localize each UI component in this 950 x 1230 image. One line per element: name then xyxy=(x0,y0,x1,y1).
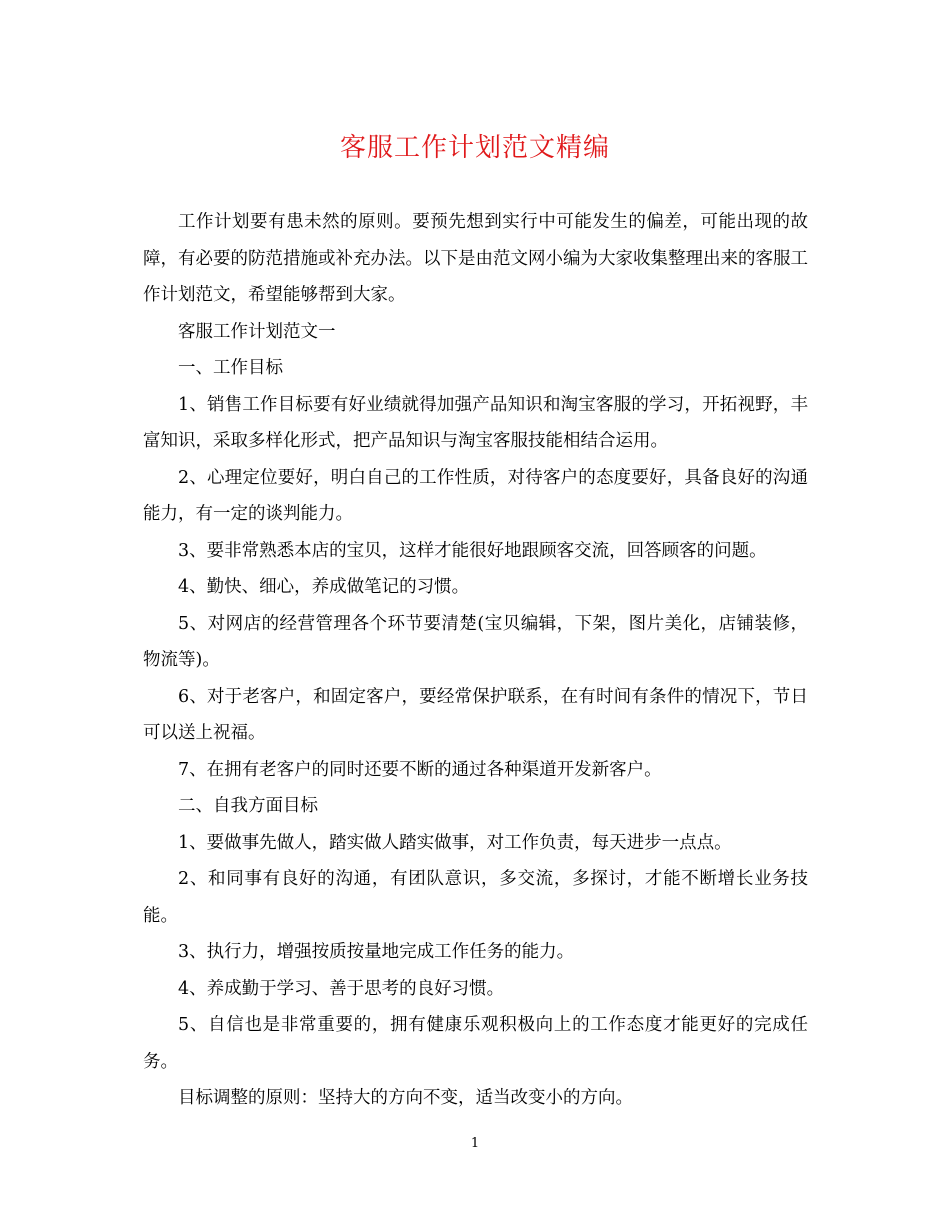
document-title: 客服工作计划范文精编 xyxy=(339,133,610,163)
page-number: 1 xyxy=(470,1136,480,1151)
self-goal-item-5: 5、自信也是非常重要的，拥有健康乐观积极向上的工作态度才能更好的完成任务。 xyxy=(143,1015,808,1072)
self-goal-item-2: 2、和同事有良好的沟通，有团队意识，多交流，多探讨，才能不断增长业务技能。 xyxy=(143,869,808,926)
intro-paragraph: 工作计划要有患未然的原则。要预先想到实行中可能发生的偏差，可能出现的故障，有必要的防范措施或补充办法。以下是由范文网小编为大家收集整理出来的客服工作计划范文，希望能够帮到大家。 xyxy=(143,212,808,305)
section-heading-self-goals: 二、自我方面目标 xyxy=(178,796,318,816)
section-heading-work-goals: 一、工作目标 xyxy=(178,358,283,378)
work-goal-item-4: 4、勤快、细心，养成做笔记的习惯。 xyxy=(178,577,470,597)
work-goal-item-7: 7、在拥有老客户的同时还要不断的通过各种渠道开发新客户。 xyxy=(178,759,662,780)
self-goal-item-4: 4、养成勤于学习、善于思考的良好习惯。 xyxy=(178,978,505,999)
document-body xyxy=(143,204,808,1117)
work-goal-item-1: 1、销售工作目标要有好业绩就得加强产品知识和淘宝客服的学习，开拓视野，丰富知识，采取多样化形式，把产品知识与淘宝客服技能相结合运用。 xyxy=(143,394,808,451)
goal-adjustment-principle: 目标调整的原则：坚持大的方向不变，适当改变小的方向。 xyxy=(178,1088,633,1108)
work-goal-item-2: 2、心理定位要好，明白自己的工作性质，对待客户的态度要好，具备良好的沟通能力，有一定的谈判能力。 xyxy=(143,467,808,524)
section-heading-sample-one: 客服工作计划范文一 xyxy=(178,321,336,342)
work-goal-item-3: 3、要非常熟悉本店的宝贝，这样才能很好地跟顾客交流，回答顾客的问题。 xyxy=(178,540,767,561)
self-goal-item-1: 1、要做事先做人，踏实做人踏实做事，对工作负责，每天进步一点点。 xyxy=(178,832,732,853)
self-goal-item-3: 3、执行力，增强按质按量地完成工作任务的能力。 xyxy=(178,942,575,962)
work-goal-item-5: 5、对网店的经营管理各个环节要清楚(宝贝编辑，下架，图片美化，店铺装修，物流等)。 xyxy=(143,613,808,670)
work-goal-item-6: 6、对于老客户，和固定客户，要经常保护联系，在有时间有条件的情况下，节日可以送上祝福。 xyxy=(143,686,808,743)
